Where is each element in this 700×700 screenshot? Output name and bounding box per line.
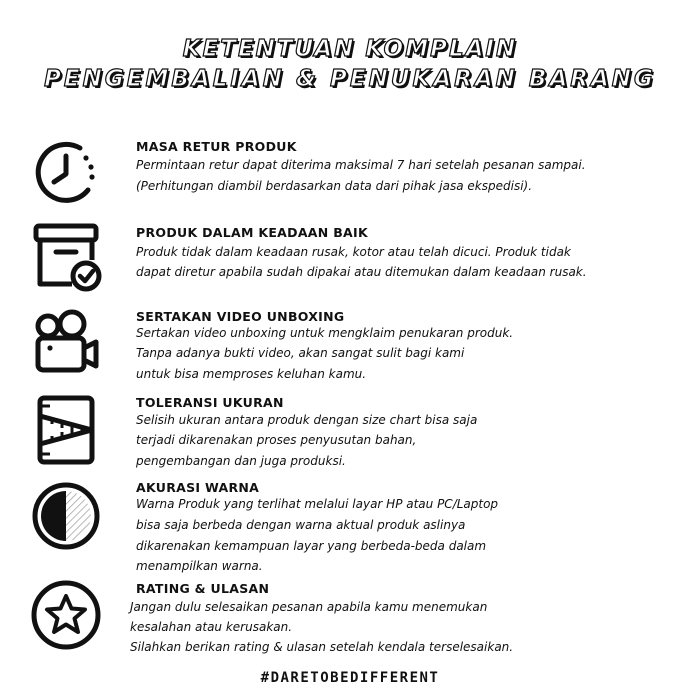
section-line: Warna Produk yang terlihat melalui layar HP atau PC/Laptop: [136, 497, 499, 511]
section-line: terjadi dikarenakan proses penyusutan bahan,: [136, 433, 417, 447]
section-line: Produk tidak dalam keadaan rusak, kotor atau telah dicuci. Produk tidak: [136, 245, 571, 259]
section-heading-produk-baik: PRODUK DALAM KEADAAN BAIK: [136, 225, 368, 240]
section-line: Selisih ukuran antara produk dengan size chart bisa saja: [136, 413, 478, 427]
clock-return-icon: [28, 134, 104, 210]
section-line: Jangan dulu selesaikan pesanan apabila kamu menemukan: [130, 600, 488, 614]
section-line: kesalahan atau kerusakan.: [130, 620, 293, 634]
section-line: Sertakan video unboxing untuk mengklaim penukaran produk.: [136, 326, 514, 340]
section-line: Silahkan berikan rating & ulasan setelah kendala terselesaikan.: [130, 640, 514, 654]
section-heading-video-unboxing: SERTAKAN VIDEO UNBOXING: [136, 309, 345, 324]
section-heading-rating-ulasan: RATING & ULASAN: [136, 581, 270, 596]
page-title-line-2: PENGEMBALIAN & PENUKARAN BARANG: [44, 66, 656, 92]
section-heading-akurasi-warna: AKURASI WARNA: [136, 480, 260, 495]
section-line: dikarenakan kemampuan layar yang berbeda-beda dalam: [136, 539, 487, 553]
color-contrast-icon: [28, 478, 104, 554]
section-heading-toleransi-ukuran: TOLERANSI UKURAN: [136, 395, 284, 410]
section-heading-masa-retur: MASA RETUR PRODUK: [136, 139, 297, 154]
video-camera-icon: [28, 306, 104, 382]
section-line: dapat diretur apabila sudah dipakai atau ditemukan dalam keadaan rusak.: [136, 265, 587, 279]
footer-hashtag: #DARETOBEDIFFERENT: [260, 670, 440, 686]
section-line: Tanpa adanya bukti video, akan sangat sulit bagi kami: [136, 346, 465, 360]
measuring-tape-icon: [28, 392, 104, 468]
box-check-icon: [28, 220, 104, 296]
section-line: bisa saja berbeda dengan warna aktual produk aslinya: [136, 518, 466, 532]
section-line: Permintaan retur dapat diterima maksimal 7 hari setelah pesanan sampai.: [136, 158, 586, 172]
section-line: menampilkan warna.: [136, 559, 263, 573]
section-line: pengembangan dan juga produksi.: [136, 454, 346, 468]
section-line: (Perhitungan diambil berdasarkan data dari pihak jasa ekspedisi).: [136, 179, 533, 193]
page-title-line-1: KETENTUAN KOMPLAIN: [182, 36, 518, 62]
section-line: untuk bisa memproses keluhan kamu.: [136, 367, 367, 381]
star-circle-icon: [28, 577, 104, 653]
